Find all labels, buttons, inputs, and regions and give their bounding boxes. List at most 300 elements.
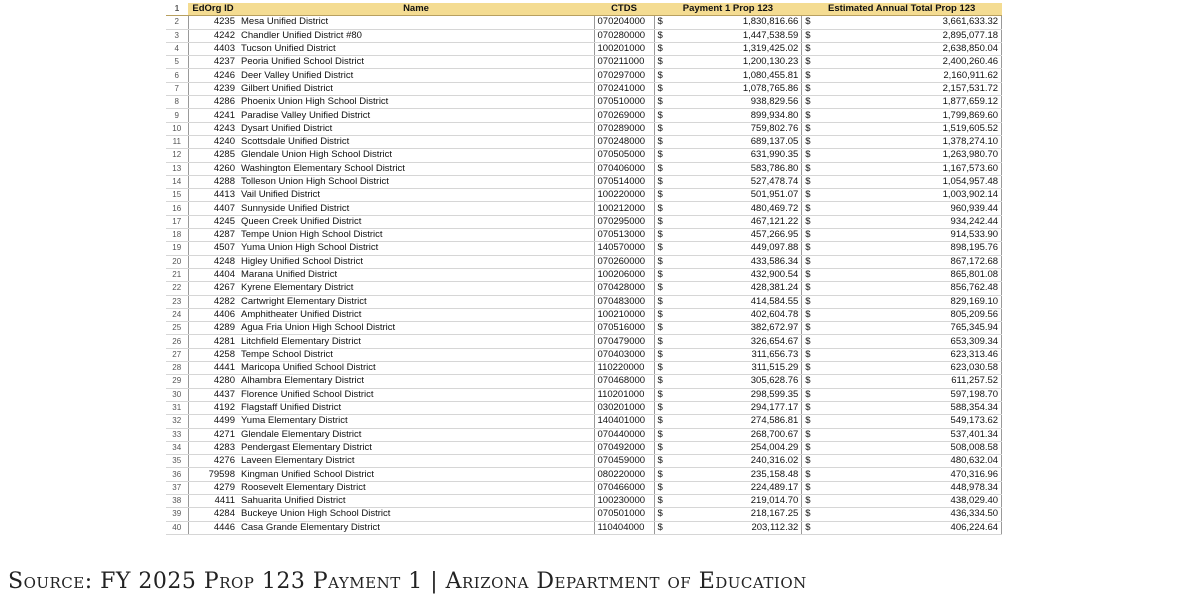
currency-symbol: $ (802, 308, 814, 321)
ctds-cell: 070204000 (594, 16, 654, 29)
district-name-cell: Queen Creek Unified District (238, 215, 594, 228)
district-name-cell: Kyrene Elementary District (238, 282, 594, 295)
edorg-id-cell: 4289 (188, 322, 238, 335)
row-number: 20 (166, 255, 188, 268)
estimated-total-cell: 623,313.46 (814, 348, 1002, 361)
row-number: 37 (166, 481, 188, 494)
table-row (166, 282, 1002, 295)
row-number: 13 (166, 162, 188, 175)
row-number: 36 (166, 468, 188, 481)
estimated-total-cell: 470,316.96 (814, 468, 1002, 481)
edorg-id-cell: 4446 (188, 521, 238, 534)
currency-symbol: $ (802, 242, 814, 255)
estimated-total-cell: 856,762.48 (814, 282, 1002, 295)
row-number: 3 (166, 29, 188, 42)
table-row (166, 521, 1002, 534)
district-name-cell: Roosevelt Elementary District (238, 481, 594, 494)
edorg-id-cell: 4246 (188, 69, 238, 82)
currency-symbol: $ (654, 242, 666, 255)
payment-1-cell: 274,586.81 (666, 415, 802, 428)
currency-symbol: $ (802, 441, 814, 454)
currency-symbol: $ (802, 521, 814, 534)
table-row (166, 508, 1002, 521)
currency-symbol: $ (802, 455, 814, 468)
table-row (166, 295, 1002, 308)
estimated-total-cell: 867,172.68 (814, 255, 1002, 268)
estimated-total-cell: 2,160,911.62 (814, 69, 1002, 82)
table-row (166, 268, 1002, 281)
estimated-total-cell: 2,895,077.18 (814, 29, 1002, 42)
district-name-cell: Tucson Unified District (238, 42, 594, 55)
row-number: 4 (166, 42, 188, 55)
payment-1-cell: 240,316.02 (666, 455, 802, 468)
currency-symbol: $ (654, 375, 666, 388)
currency-symbol: $ (654, 415, 666, 428)
estimated-total-cell: 537,401.34 (814, 428, 1002, 441)
table-row (166, 401, 1002, 414)
edorg-id-cell: 4507 (188, 242, 238, 255)
currency-symbol: $ (654, 82, 666, 95)
district-name-cell: Chandler Unified District #80 (238, 29, 594, 42)
district-name-cell: Paradise Valley Unified District (238, 109, 594, 122)
ctds-cell: 070211000 (594, 56, 654, 69)
row-number: 32 (166, 415, 188, 428)
district-name-cell: Casa Grande Elementary District (238, 521, 594, 534)
district-name-cell: Peoria Unified School District (238, 56, 594, 69)
estimated-total-cell: 1,378,274.10 (814, 135, 1002, 148)
currency-symbol: $ (802, 175, 814, 188)
currency-symbol: $ (802, 295, 814, 308)
edorg-id-cell: 4260 (188, 162, 238, 175)
currency-symbol: $ (802, 82, 814, 95)
table-row (166, 455, 1002, 468)
currency-symbol: $ (654, 362, 666, 375)
currency-symbol: $ (654, 149, 666, 162)
row-number: 33 (166, 428, 188, 441)
row-number: 28 (166, 362, 188, 375)
currency-symbol: $ (654, 16, 666, 29)
estimated-total-cell: 1,054,957.48 (814, 175, 1002, 188)
district-name-cell: Glendale Elementary District (238, 428, 594, 441)
currency-symbol: $ (802, 494, 814, 507)
currency-symbol: $ (802, 481, 814, 494)
payment-1-cell: 631,990.35 (666, 149, 802, 162)
ctds-cell: 070248000 (594, 135, 654, 148)
table-row (166, 202, 1002, 215)
table-row (166, 109, 1002, 122)
payment-1-cell: 402,604.78 (666, 308, 802, 321)
row-number: 1 (166, 3, 188, 16)
ctds-cell: 070295000 (594, 215, 654, 228)
currency-symbol: $ (802, 189, 814, 202)
table-row (166, 375, 1002, 388)
column-header-payment-1: Payment 1 Prop 123 (654, 3, 802, 16)
edorg-id-cell: 4258 (188, 348, 238, 361)
table-row (166, 82, 1002, 95)
currency-symbol: $ (654, 202, 666, 215)
currency-symbol: $ (654, 494, 666, 507)
payment-1-cell: 457,266.95 (666, 229, 802, 242)
table-row (166, 29, 1002, 42)
currency-symbol: $ (802, 162, 814, 175)
column-header-ctds: CTDS (594, 3, 654, 16)
estimated-total-cell: 611,257.52 (814, 375, 1002, 388)
district-name-cell: Glendale Union High School District (238, 149, 594, 162)
row-number: 2 (166, 16, 188, 29)
row-number: 34 (166, 441, 188, 454)
estimated-total-cell: 1,167,573.60 (814, 162, 1002, 175)
currency-symbol: $ (802, 16, 814, 29)
row-number: 25 (166, 322, 188, 335)
table-row (166, 481, 1002, 494)
district-name-cell: Tempe School District (238, 348, 594, 361)
district-name-cell: Sahuarita Unified District (238, 494, 594, 507)
currency-symbol: $ (654, 29, 666, 42)
currency-symbol: $ (802, 122, 814, 135)
payment-1-cell: 1,200,130.23 (666, 56, 802, 69)
payment-1-cell: 235,158.48 (666, 468, 802, 481)
table-row (166, 122, 1002, 135)
district-name-cell: Agua Fria Union High School District (238, 322, 594, 335)
district-name-cell: Phoenix Union High School District (238, 96, 594, 109)
ctds-cell: 110404000 (594, 521, 654, 534)
edorg-id-cell: 4287 (188, 229, 238, 242)
currency-symbol: $ (802, 215, 814, 228)
estimated-total-cell: 765,345.94 (814, 322, 1002, 335)
row-number: 29 (166, 375, 188, 388)
table-row (166, 242, 1002, 255)
currency-symbol: $ (802, 109, 814, 122)
row-number: 39 (166, 508, 188, 521)
district-name-cell: Marana Unified District (238, 268, 594, 281)
payment-1-cell: 689,137.05 (666, 135, 802, 148)
row-number: 21 (166, 268, 188, 281)
payment-1-cell: 1,319,425.02 (666, 42, 802, 55)
currency-symbol: $ (654, 428, 666, 441)
edorg-id-cell: 4240 (188, 135, 238, 148)
edorg-id-cell: 4407 (188, 202, 238, 215)
currency-symbol: $ (802, 202, 814, 215)
edorg-id-cell: 4192 (188, 401, 238, 414)
payment-1-cell: 298,599.35 (666, 388, 802, 401)
payment-1-cell: 759,802.76 (666, 122, 802, 135)
payment-1-cell: 305,628.76 (666, 375, 802, 388)
estimated-total-cell: 829,169.10 (814, 295, 1002, 308)
ctds-cell: 110220000 (594, 362, 654, 375)
payment-1-cell: 449,097.88 (666, 242, 802, 255)
table-row (166, 149, 1002, 162)
ctds-cell: 070269000 (594, 109, 654, 122)
currency-symbol: $ (802, 508, 814, 521)
payment-1-cell: 311,515.29 (666, 362, 802, 375)
edorg-id-cell: 4411 (188, 494, 238, 507)
ctds-cell: 070459000 (594, 455, 654, 468)
edorg-id-cell: 4243 (188, 122, 238, 135)
district-name-cell: Maricopa Unified School District (238, 362, 594, 375)
row-number: 23 (166, 295, 188, 308)
table-body (166, 16, 1002, 535)
payment-1-cell: 219,014.70 (666, 494, 802, 507)
district-name-cell: Buckeye Union High School District (238, 508, 594, 521)
ctds-cell: 070241000 (594, 82, 654, 95)
currency-symbol: $ (654, 401, 666, 414)
edorg-id-cell: 4237 (188, 56, 238, 69)
estimated-total-cell: 588,354.34 (814, 401, 1002, 414)
payment-1-cell: 218,167.25 (666, 508, 802, 521)
estimated-total-cell: 914,533.90 (814, 229, 1002, 242)
currency-symbol: $ (654, 481, 666, 494)
district-name-cell: Yuma Elementary District (238, 415, 594, 428)
row-number: 31 (166, 401, 188, 414)
ctds-cell: 070510000 (594, 96, 654, 109)
payment-1-cell: 501,951.07 (666, 189, 802, 202)
currency-symbol: $ (654, 348, 666, 361)
edorg-id-cell: 4242 (188, 29, 238, 42)
currency-symbol: $ (654, 268, 666, 281)
column-header-name: Name (238, 3, 594, 16)
estimated-total-cell: 448,978.34 (814, 481, 1002, 494)
ctds-cell: 070514000 (594, 175, 654, 188)
estimated-total-cell: 805,209.56 (814, 308, 1002, 321)
estimated-total-cell: 865,801.08 (814, 268, 1002, 281)
ctds-cell: 070483000 (594, 295, 654, 308)
edorg-id-cell: 4235 (188, 16, 238, 29)
district-name-cell: Tolleson Union High School District (238, 175, 594, 188)
payment-1-cell: 254,004.29 (666, 441, 802, 454)
estimated-total-cell: 508,008.58 (814, 441, 1002, 454)
currency-symbol: $ (802, 29, 814, 42)
currency-symbol: $ (802, 322, 814, 335)
estimated-total-cell: 438,029.40 (814, 494, 1002, 507)
table-row (166, 16, 1002, 29)
district-name-cell: Higley Unified School District (238, 255, 594, 268)
district-name-cell: Litchfield Elementary District (238, 335, 594, 348)
district-name-cell: Mesa Unified District (238, 16, 594, 29)
row-number: 26 (166, 335, 188, 348)
payment-1-cell: 527,478.74 (666, 175, 802, 188)
currency-symbol: $ (802, 415, 814, 428)
estimated-total-cell: 2,157,531.72 (814, 82, 1002, 95)
district-name-cell: Tempe Union High School District (238, 229, 594, 242)
currency-symbol: $ (802, 468, 814, 481)
payment-1-cell: 311,656.73 (666, 348, 802, 361)
currency-symbol: $ (802, 388, 814, 401)
estimated-total-cell: 623,030.58 (814, 362, 1002, 375)
district-name-cell: Pendergast Elementary District (238, 441, 594, 454)
table-row (166, 322, 1002, 335)
table-row (166, 255, 1002, 268)
estimated-total-cell: 653,309.34 (814, 335, 1002, 348)
spreadsheet-table (166, 3, 1002, 535)
ctds-cell: 070501000 (594, 508, 654, 521)
district-name-cell: Kingman Unified School District (238, 468, 594, 481)
table-row (166, 42, 1002, 55)
district-name-cell: Washington Elementary School District (238, 162, 594, 175)
row-number: 38 (166, 494, 188, 507)
ctds-cell: 070260000 (594, 255, 654, 268)
currency-symbol: $ (802, 335, 814, 348)
estimated-total-cell: 406,224.64 (814, 521, 1002, 534)
estimated-total-cell: 1,003,902.14 (814, 189, 1002, 202)
row-number: 30 (166, 388, 188, 401)
table-row (166, 335, 1002, 348)
table-row (166, 56, 1002, 69)
district-name-cell: Amphitheater Unified District (238, 308, 594, 321)
payment-1-cell: 432,900.54 (666, 268, 802, 281)
column-header-edorg-id: EdOrg ID (188, 3, 238, 16)
payment-1-cell: 428,381.24 (666, 282, 802, 295)
district-name-cell: Yuma Union High School District (238, 242, 594, 255)
ctds-cell: 080220000 (594, 468, 654, 481)
edorg-id-cell: 4288 (188, 175, 238, 188)
ctds-cell: 110201000 (594, 388, 654, 401)
ctds-cell: 070428000 (594, 282, 654, 295)
ctds-cell: 070479000 (594, 335, 654, 348)
currency-symbol: $ (654, 441, 666, 454)
edorg-id-cell: 4285 (188, 149, 238, 162)
row-number: 35 (166, 455, 188, 468)
currency-symbol: $ (802, 282, 814, 295)
estimated-total-cell: 436,334.50 (814, 508, 1002, 521)
currency-symbol: $ (654, 335, 666, 348)
district-name-cell: Alhambra Elementary District (238, 375, 594, 388)
edorg-id-cell: 4413 (188, 189, 238, 202)
ctds-cell: 070466000 (594, 481, 654, 494)
ctds-cell: 070468000 (594, 375, 654, 388)
ctds-cell: 100212000 (594, 202, 654, 215)
table-row (166, 441, 1002, 454)
estimated-total-cell: 2,400,260.46 (814, 56, 1002, 69)
currency-symbol: $ (654, 135, 666, 148)
currency-symbol: $ (654, 468, 666, 481)
payment-1-cell: 583,786.80 (666, 162, 802, 175)
payment-1-cell: 414,584.55 (666, 295, 802, 308)
estimated-total-cell: 1,519,605.52 (814, 122, 1002, 135)
ctds-cell: 070297000 (594, 69, 654, 82)
payment-1-cell: 1,830,816.66 (666, 16, 802, 29)
edorg-id-cell: 4282 (188, 295, 238, 308)
ctds-cell: 140401000 (594, 415, 654, 428)
currency-symbol: $ (802, 348, 814, 361)
currency-symbol: $ (654, 282, 666, 295)
ctds-cell: 070513000 (594, 229, 654, 242)
ctds-cell: 100210000 (594, 308, 654, 321)
estimated-total-cell: 960,939.44 (814, 202, 1002, 215)
district-name-cell: Vail Unified District (238, 189, 594, 202)
currency-symbol: $ (654, 189, 666, 202)
currency-symbol: $ (802, 69, 814, 82)
district-name-cell: Scottsdale Unified District (238, 135, 594, 148)
currency-symbol: $ (802, 135, 814, 148)
table-row (166, 229, 1002, 242)
edorg-id-cell: 4245 (188, 215, 238, 228)
row-number: 15 (166, 189, 188, 202)
payment-1-cell: 294,177.17 (666, 401, 802, 414)
estimated-total-cell: 2,638,850.04 (814, 42, 1002, 55)
row-number: 40 (166, 521, 188, 534)
table-row (166, 215, 1002, 228)
table-row (166, 135, 1002, 148)
estimated-total-cell: 480,632.04 (814, 455, 1002, 468)
row-number: 19 (166, 242, 188, 255)
table-row (166, 189, 1002, 202)
district-name-cell: Gilbert Unified District (238, 82, 594, 95)
edorg-id-cell: 4276 (188, 455, 238, 468)
row-number: 18 (166, 229, 188, 242)
payment-1-cell: 268,700.67 (666, 428, 802, 441)
table-row (166, 96, 1002, 109)
payment-1-cell: 382,672.97 (666, 322, 802, 335)
table-row (166, 388, 1002, 401)
currency-symbol: $ (802, 401, 814, 414)
payment-1-cell: 433,586.34 (666, 255, 802, 268)
source-caption: Source: FY 2025 Prop 123 Payment 1 | Arizona Department of Education (8, 569, 807, 594)
estimated-total-cell: 549,173.62 (814, 415, 1002, 428)
ctds-cell: 100206000 (594, 268, 654, 281)
currency-symbol: $ (654, 388, 666, 401)
row-number: 10 (166, 122, 188, 135)
row-number: 7 (166, 82, 188, 95)
row-number: 22 (166, 282, 188, 295)
currency-symbol: $ (654, 162, 666, 175)
currency-symbol: $ (802, 375, 814, 388)
ctds-cell: 100201000 (594, 42, 654, 55)
currency-symbol: $ (654, 122, 666, 135)
currency-symbol: $ (802, 255, 814, 268)
edorg-id-cell: 4404 (188, 268, 238, 281)
row-number: 9 (166, 109, 188, 122)
table-row (166, 494, 1002, 507)
table-row (166, 175, 1002, 188)
payment-1-cell: 1,447,538.59 (666, 29, 802, 42)
district-name-cell: Deer Valley Unified District (238, 69, 594, 82)
edorg-id-cell: 4499 (188, 415, 238, 428)
edorg-id-cell: 4437 (188, 388, 238, 401)
payment-1-cell: 224,489.17 (666, 481, 802, 494)
edorg-id-cell: 79598 (188, 468, 238, 481)
header-row (166, 3, 1002, 16)
edorg-id-cell: 4267 (188, 282, 238, 295)
currency-symbol: $ (802, 42, 814, 55)
currency-symbol: $ (802, 96, 814, 109)
currency-symbol: $ (802, 149, 814, 162)
row-number: 12 (166, 149, 188, 162)
edorg-id-cell: 4279 (188, 481, 238, 494)
row-number: 16 (166, 202, 188, 215)
table-row (166, 162, 1002, 175)
table-row (166, 415, 1002, 428)
estimated-total-cell: 3,661,633.32 (814, 16, 1002, 29)
ctds-cell: 070505000 (594, 149, 654, 162)
currency-symbol: $ (654, 96, 666, 109)
district-name-cell: Dysart Unified District (238, 122, 594, 135)
edorg-id-cell: 4441 (188, 362, 238, 375)
currency-symbol: $ (654, 229, 666, 242)
edorg-id-cell: 4286 (188, 96, 238, 109)
payment-1-cell: 480,469.72 (666, 202, 802, 215)
edorg-id-cell: 4284 (188, 508, 238, 521)
edorg-id-cell: 4403 (188, 42, 238, 55)
row-number: 27 (166, 348, 188, 361)
row-number: 5 (166, 56, 188, 69)
ctds-cell: 070406000 (594, 162, 654, 175)
row-number: 8 (166, 96, 188, 109)
currency-symbol: $ (654, 322, 666, 335)
edorg-id-cell: 4283 (188, 441, 238, 454)
estimated-total-cell: 597,198.70 (814, 388, 1002, 401)
currency-symbol: $ (654, 521, 666, 534)
district-name-cell: Flagstaff Unified District (238, 401, 594, 414)
